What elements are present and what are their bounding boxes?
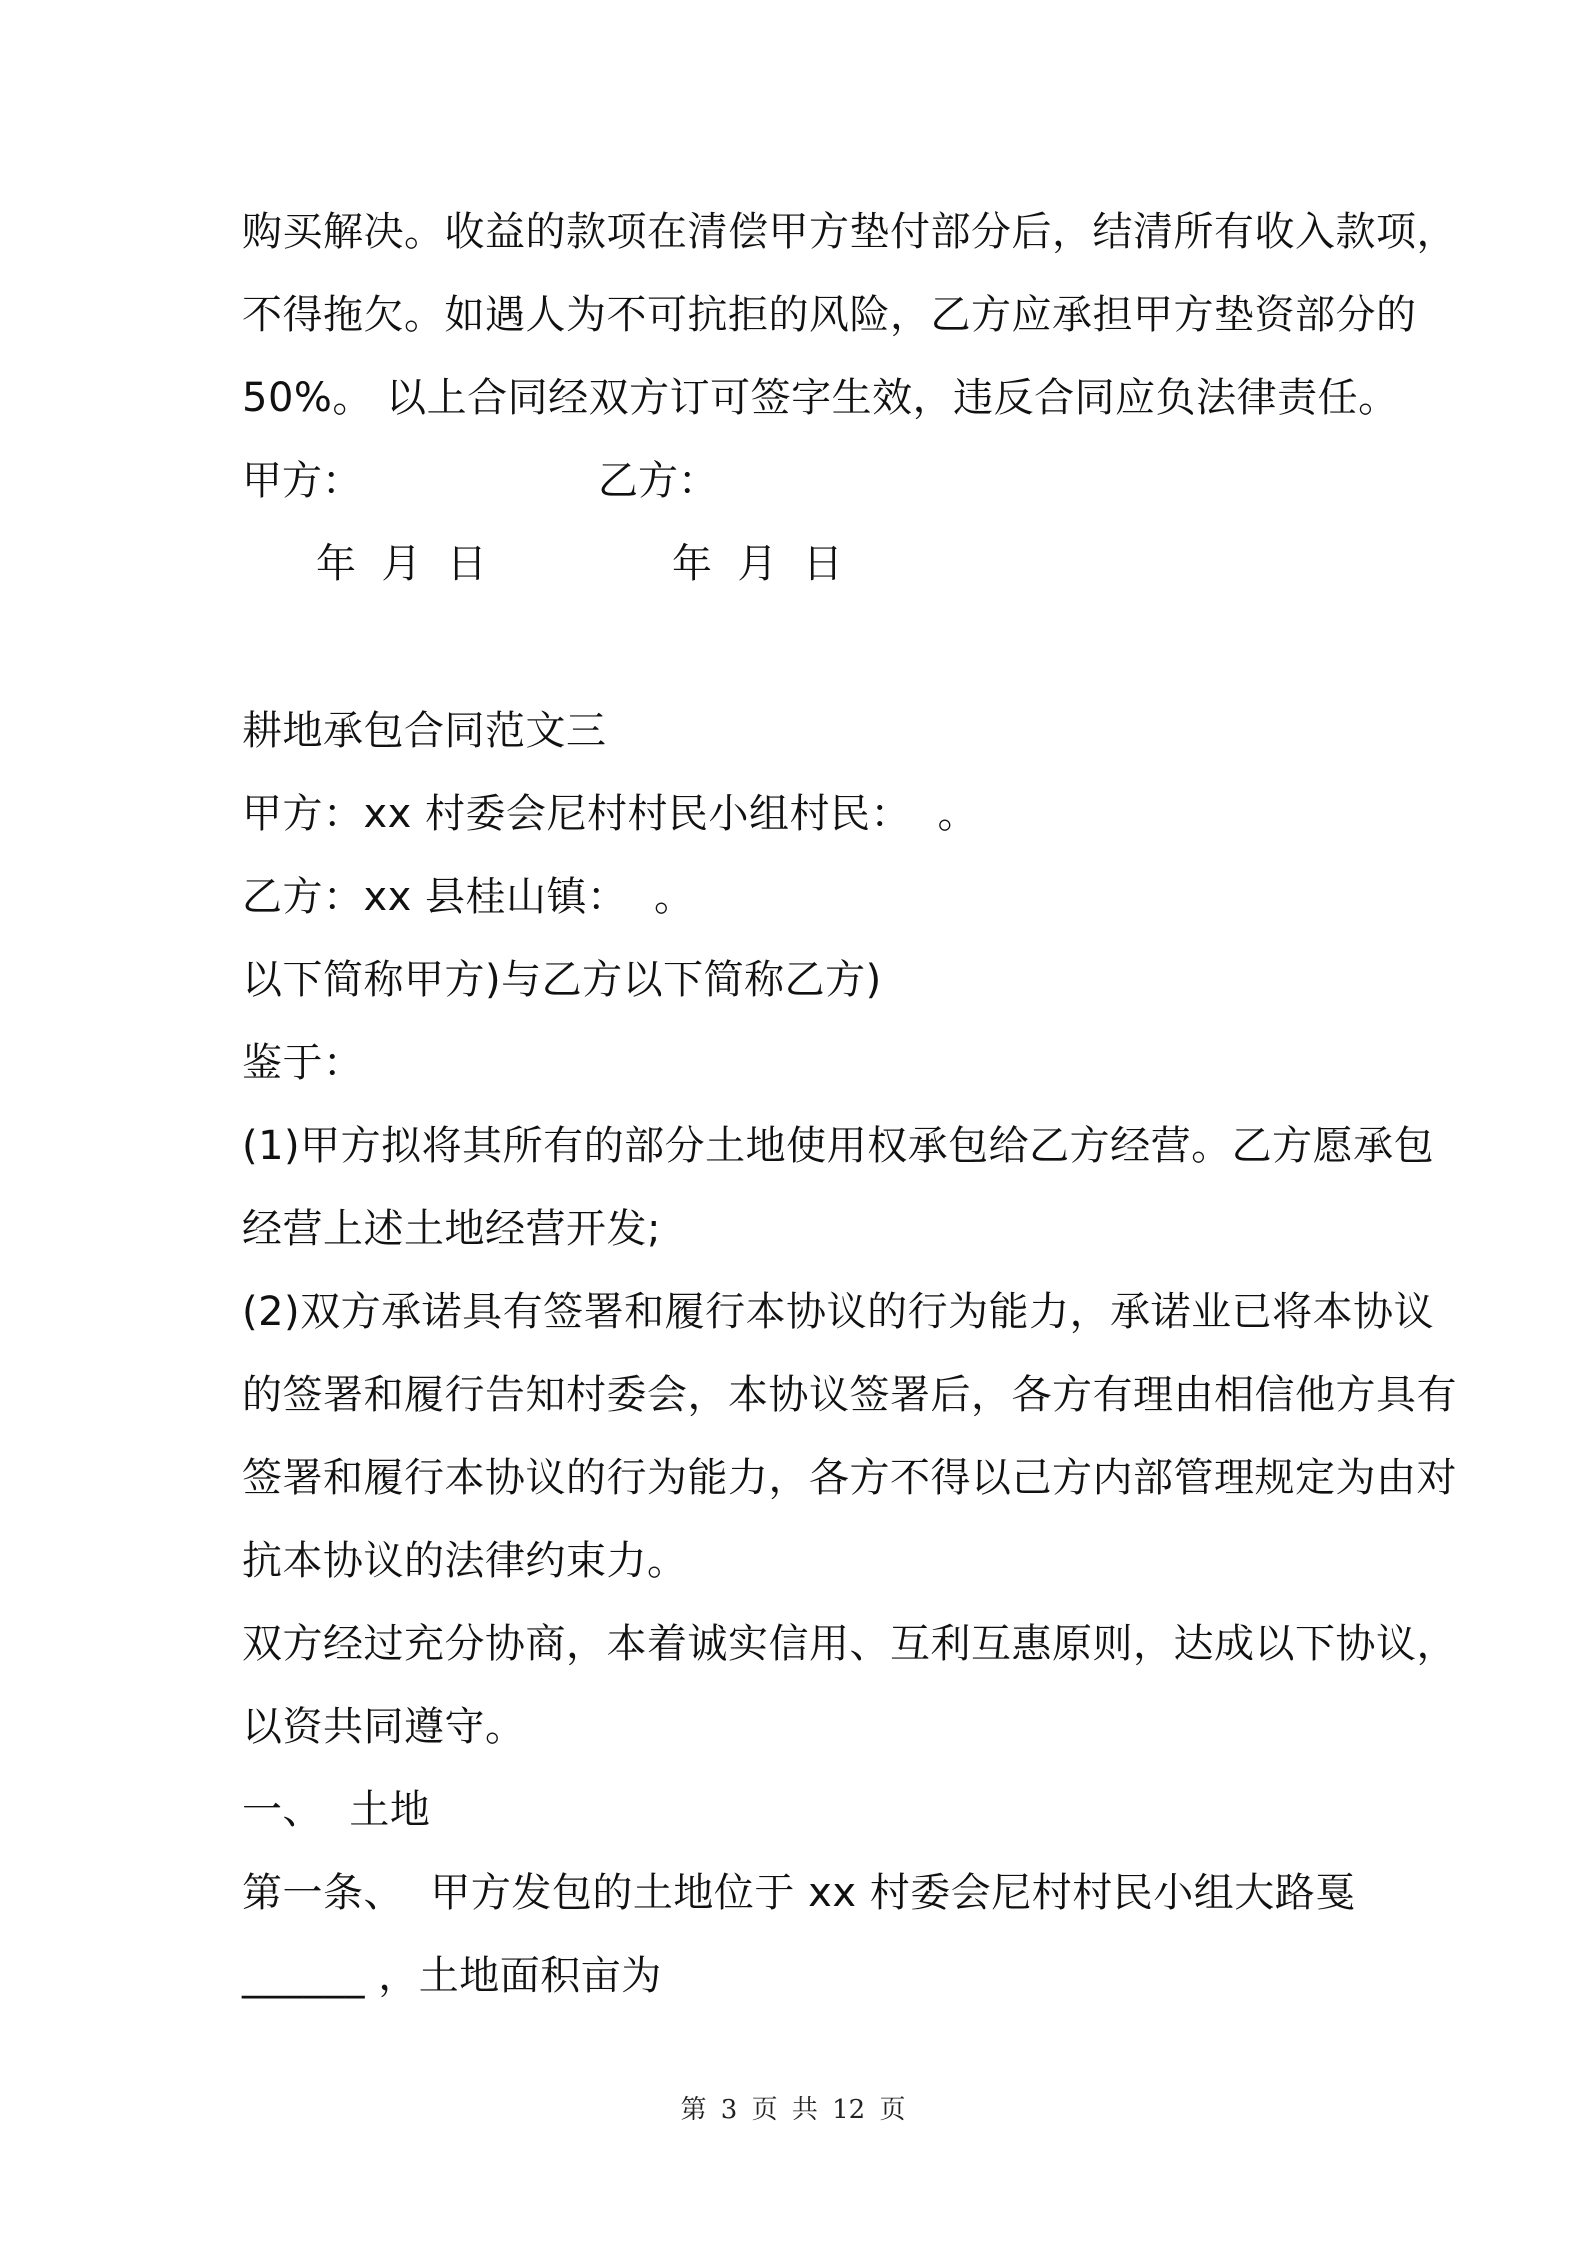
clause-1-line-1: (1)甲方拟将其所有的部分土地使用权承包给乙方经营。乙方愿承包 — [242, 1123, 1435, 1169]
clause-2-line-3: 签署和履行本协议的行为能力，各方不得以己方内部管理规定为由对 — [242, 1455, 1457, 1501]
clause-2-line-4: 抗本协议的法律约束力。 — [242, 1538, 688, 1584]
signature-party-a-label: 甲方： — [242, 458, 362, 504]
clause-1-line-2: 经营上述土地经营开发; — [242, 1206, 661, 1252]
signature-party-b-label: 乙方： — [598, 458, 718, 504]
whereas-label: 鉴于： — [242, 1040, 364, 1086]
clause-2-line-1: (2)双方承诺具有签署和履行本协议的行为能力，承诺业已将本协议 — [242, 1289, 1435, 1335]
paragraph-1-line-2: 不得拖欠。如遇人为不可抗拒的风险，乙方应承担甲方垫资部分的 — [242, 292, 1417, 338]
section-title: 耕地承包合同范文三 — [242, 708, 607, 754]
agreement-line-1: 双方经过充分协商，本着诚实信用、互利互惠原则，达成以下协议， — [242, 1621, 1457, 1667]
page-footer: 第 3 页 共 12 页 — [680, 2095, 906, 2125]
signature-date-a: 年 月 日 — [316, 541, 487, 587]
agreement-line-2: 以资共同遵守。 — [242, 1704, 526, 1750]
article-1-line-2: ______ ，土地面积亩为 — [242, 1953, 662, 1999]
clause-2-line-2: 的签署和履行告知村委会，本协议签署后，各方有理由相信他方具有 — [242, 1372, 1457, 1418]
paragraph-1-line-1: 购买解决。收益的款项在清偿甲方垫付部分后，结清所有收入款项， — [242, 209, 1457, 255]
article-1-line-1: 第一条、 甲方发包的土地位于 xx 村委会尼村村民小组大路戛 — [242, 1870, 1356, 1916]
abbreviation-line: 以下简称甲方)与乙方以下简称乙方) — [242, 957, 882, 1003]
party-b-line: 乙方：xx 县桂山镇： 。 — [242, 874, 695, 920]
signature-date-b: 年 月 日 — [672, 541, 843, 587]
paragraph-1-line-3: 50%。 以上合同经双方订可签字生效，违反合同应负法律责任。 — [242, 375, 1399, 421]
chapter-1-heading: 一、 土地 — [242, 1787, 431, 1833]
party-a-line: 甲方：xx 村委会尼村村民小组村民： 。 — [242, 791, 978, 837]
